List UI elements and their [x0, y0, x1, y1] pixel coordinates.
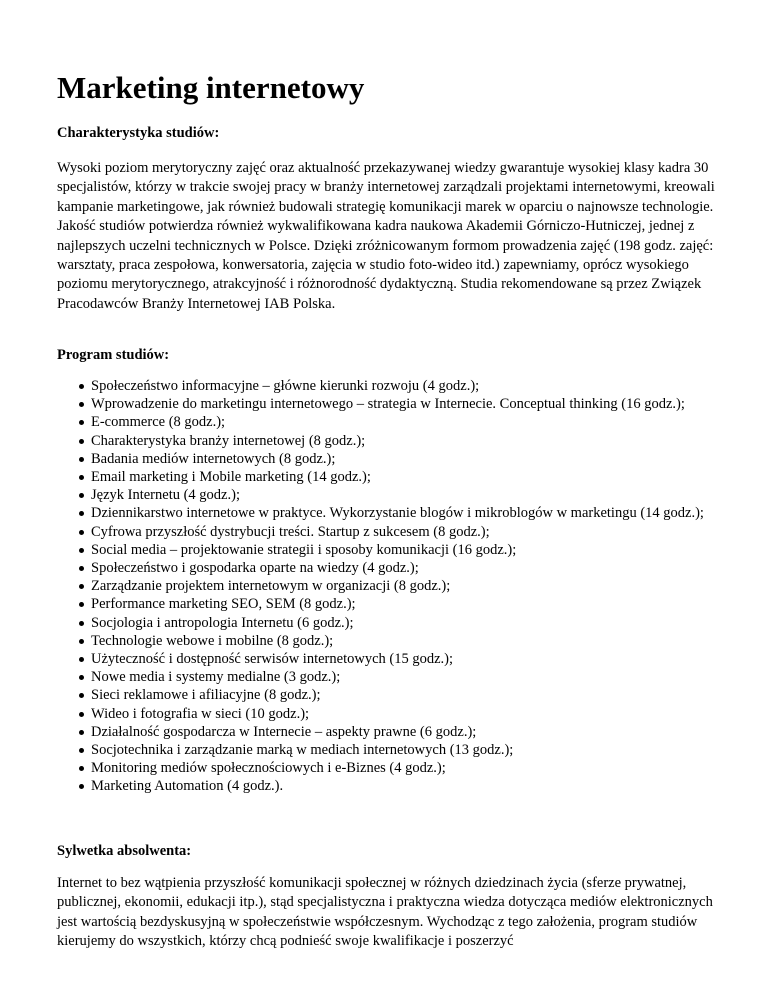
graduate-heading: Sylwetka absolwenta: [57, 843, 192, 859]
program-list-item: Zarządzanie projektem internetowym w organizacji (8 godz.); [91, 577, 717, 595]
program-list-item: Język Internetu (4 godz.); [91, 486, 717, 504]
program-list-item: Cyfrowa przyszłość dystrybucji treści. Startup z sukcesem (8 godz.); [91, 523, 717, 541]
program-list-item: Nowe media i systemy medialne (3 godz.); [91, 668, 717, 686]
program-list-item: Społeczeństwo informacyjne – główne kierunki rozwoju (4 godz.); [91, 377, 717, 395]
program-list [57, 377, 717, 796]
program-list-item: Socjologia i antropologia Internetu (6 godz.); [91, 614, 717, 632]
program-list-item: Charakterystyka branży internetowej (8 godz.); [91, 432, 717, 450]
program-heading: Program studiów: [57, 347, 170, 363]
program-list-item: Socjotechnika i zarządzanie marką w mediach internetowych (13 godz.); [91, 741, 717, 759]
program-list-item: Społeczeństwo i gospodarka oparte na wiedzy (4 godz.); [91, 559, 717, 577]
characteristics-paragraph: Wysoki poziom merytoryczny zajęć oraz aktualność przekazywanej wiedzy gwarantuje wysokiej klasy kadra 30 specjalistów, którzy w trakcie swojej pracy w branży internetowej zarządzali projektami internetowymi, kreowali kampanie marketingowe, jak również budowali strategię komunikacji marek w oparciu o najnowsze technologie. Jakość studiów potwierdza również wykwalifikowana kadra naukowa Akademii Górniczo-Hutniczej, jednej z najlepszych uczelni technicznych w Polsce. Dzięki zróżnicowanym formom prowadzenia zajęć (198 godz. zajęć: warsztaty, praca zespołowa, konwersatoria, zajęcia w studio foto-wideo itd.) zapewniamy, oprócz wysokiego poziomu merytorycznego, atrakcyjność i różnorodność dydaktyczną. Studia rekomendowane są przez Związek Pracodawców Branży Internetowej IAB Polska. [57, 160, 715, 312]
program-list-item: Dziennikarstwo internetowe w praktyce. Wykorzystanie blogów i mikroblogów w marketingu (14 godz.); [91, 504, 717, 522]
page-title: Marketing internetowy [57, 70, 365, 105]
characteristics-heading: Charakterystyka studiów: [57, 125, 220, 141]
program-list-item: Badania mediów internetowych (8 godz.); [91, 450, 717, 468]
program-list-item: Performance marketing SEO, SEM (8 godz.); [91, 595, 717, 613]
program-list-item: Technologie webowe i mobilne (8 godz.); [91, 632, 717, 650]
program-list-item: Marketing Automation (4 godz.). [91, 777, 717, 795]
program-list-item: Sieci reklamowe i afiliacyjne (8 godz.); [91, 686, 717, 704]
program-list-item: Social media – projektowanie strategii i sposoby komunikacji (16 godz.); [91, 541, 717, 559]
program-list-item: Wideo i fotografia w sieci (10 godz.); [91, 705, 717, 723]
program-list-item: Wprowadzenie do marketingu internetowego – strategia w Internecie. Conceptual thinking (16 godz.); [91, 395, 717, 413]
program-list-item: Monitoring mediów społecznościowych i e-Biznes (4 godz.); [91, 759, 717, 777]
program-list-item: Działalność gospodarcza w Internecie – aspekty prawne (6 godz.); [91, 723, 717, 741]
program-list-item: E-commerce (8 godz.); [91, 413, 717, 431]
program-list-item: Użyteczność i dostępność serwisów internetowych (15 godz.); [91, 650, 717, 668]
graduate-paragraph: Internet to bez wątpienia przyszłość komunikacji społecznej w różnych dziedzinach życia (sferze prywatnej, publicznej, ekonomii, edukacji itp.), stąd specjalistyczna i praktyczna wiedza dotycząca mediów elektronicznych jest wartością bezdyskusyjną w społeczeństwie współczesnym. Wychodząc z tego założenia, program studiów kierujemy do wszystkich, którzy chcą podnieść swoje kwalifikacje i poszerzyć [57, 875, 713, 950]
program-list-item: Email marketing i Mobile marketing (14 godz.); [91, 468, 717, 486]
